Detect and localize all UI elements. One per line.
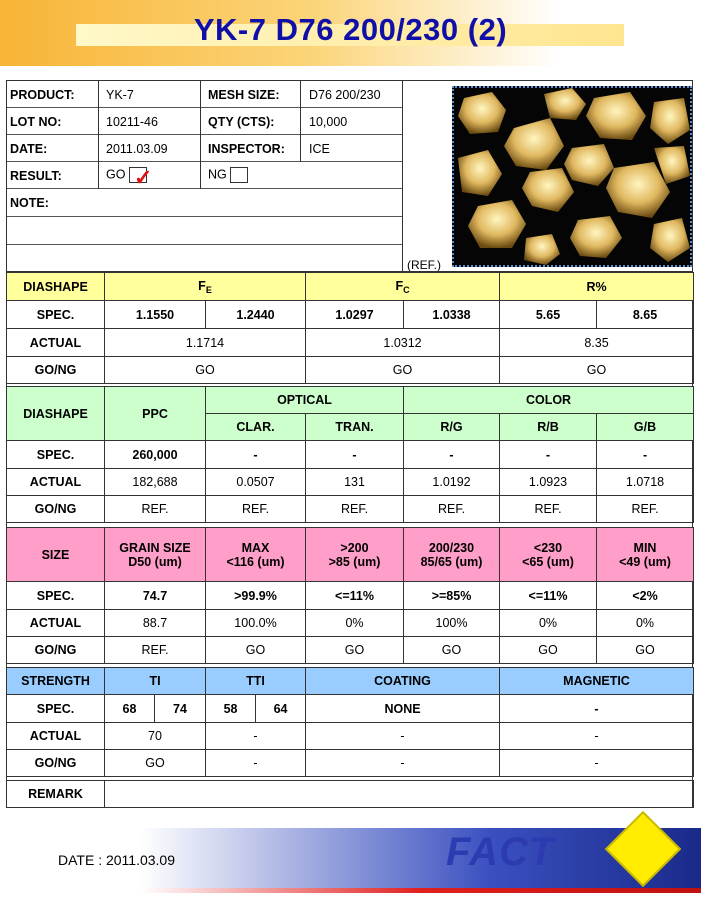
rb-header: R/B [500, 414, 597, 441]
actual-cell: 131 [306, 469, 404, 496]
size-table [6, 527, 694, 664]
grain-size-header: GRAIN SIZE D50 (um) [105, 528, 206, 582]
diashape2-gong-row [7, 496, 694, 523]
actual-cell: 0% [597, 610, 694, 637]
actual-cell: 1.0718 [597, 469, 694, 496]
spec-cell: 8.65 [597, 301, 694, 329]
actual-cell: 1.0312 [306, 329, 500, 357]
actual-label: ACTUAL [7, 723, 105, 750]
gong-cell: - [206, 750, 306, 777]
info-divider-3 [300, 81, 301, 162]
spec-cell: 64 [256, 695, 306, 723]
rg-header: R/G [404, 414, 500, 441]
qty-value: 10,000 [309, 115, 348, 129]
diashape1-spec-row [7, 301, 694, 329]
spec-cell: 1.0297 [306, 301, 404, 329]
spec-cell: 1.1550 [105, 301, 206, 329]
actual-cell: - [500, 723, 694, 750]
size-gong-row [7, 637, 694, 664]
result-label: RESULT: [10, 169, 62, 183]
actual-cell: 0% [306, 610, 404, 637]
actual-label: ACTUAL [7, 329, 105, 357]
ng-option[interactable] [208, 167, 248, 183]
strength-table [6, 667, 694, 777]
lot-label: LOT NO: [10, 115, 62, 129]
diashape1-actual-row [7, 329, 694, 357]
remark-row [7, 781, 694, 808]
mesh-size-value: D76 200/230 [309, 88, 381, 102]
spec-cell: - [306, 441, 404, 469]
gong-cell: REF. [500, 496, 597, 523]
lot-value: 10211-46 [106, 115, 158, 129]
actual-cell: 1.0923 [500, 469, 597, 496]
spec-cell: 58 [206, 695, 256, 723]
gong-label: GO/NG [7, 637, 105, 664]
diashape1-header-row [7, 273, 694, 301]
remark-value [105, 781, 694, 808]
actual-cell: - [206, 723, 306, 750]
info-divider-photo [402, 81, 403, 271]
actual-cell: 100.0% [206, 610, 306, 637]
size-header: SIZE [7, 528, 105, 582]
go-label: GO [106, 167, 126, 182]
remark-table [6, 780, 694, 808]
spec-label: SPEC. [7, 301, 105, 329]
max-header: MAX <116 (um) [206, 528, 306, 582]
date-value: 2011.03.09 [106, 142, 168, 156]
tran-header: TRAN. [306, 414, 404, 441]
gong-cell: REF. [404, 496, 500, 523]
actual-cell: 182,688 [105, 469, 206, 496]
spec-cell: <=11% [500, 582, 597, 610]
date-row [7, 135, 402, 162]
gb-header: G/B [597, 414, 694, 441]
gong-cell: REF. [105, 496, 206, 523]
checkmark-icon: ✓ [134, 165, 153, 190]
gong-cell: GO [500, 637, 597, 664]
diashape2-header-row [7, 387, 694, 414]
spec-label: SPEC. [7, 695, 105, 723]
lot-row [7, 108, 402, 135]
under-230-header: <230 <65 (um) [500, 528, 597, 582]
spec-cell: 260,000 [105, 441, 206, 469]
diashape-table-1 [6, 272, 694, 384]
footer-date: DATE : 2011.03.09 [58, 852, 175, 868]
gong-cell: REF. [206, 496, 306, 523]
mesh-size-label: MESH SIZE: [208, 88, 280, 102]
gong-cell: GO [597, 637, 694, 664]
diashape2-actual-row [7, 469, 694, 496]
ti-header: TI [105, 668, 206, 695]
diashape2-header: DIASHAPE [7, 387, 105, 441]
diamond-grain-photo [452, 86, 692, 267]
actual-cell: 88.7 [105, 610, 206, 637]
inspector-label: INSPECTOR: [208, 142, 285, 156]
spec-cell: 74.7 [105, 582, 206, 610]
fc-header: $F_C$ [306, 273, 500, 301]
gong-cell: REF. [105, 637, 206, 664]
gong-label: GO/NG [7, 496, 105, 523]
actual-cell: 70 [105, 723, 206, 750]
gong-cell: REF. [306, 496, 404, 523]
gong-cell: GO [404, 637, 500, 664]
product-value: YK-7 [106, 88, 134, 102]
footer-red-band [0, 888, 701, 893]
fe-header: $F_E$ [105, 273, 306, 301]
gong-cell: GO [105, 357, 306, 384]
range-200-230-header: 200/230 85/65 (um) [404, 528, 500, 582]
spec-cell: >99.9% [206, 582, 306, 610]
gong-cell: - [500, 750, 694, 777]
actual-cell: - [306, 723, 500, 750]
gong-cell: GO [105, 750, 206, 777]
spec-cell: 74 [155, 695, 206, 723]
strength-gong-row [7, 750, 694, 777]
color-header: COLOR [404, 387, 694, 414]
r-percent-header: R% [500, 273, 694, 301]
strength-header: STRENGTH [7, 668, 105, 695]
spec-label: SPEC. [7, 441, 105, 469]
remark-label: REMARK [7, 781, 105, 808]
gong-cell: GO [306, 357, 500, 384]
page-title: YK-7 D76 200/230 (2) [193, 12, 508, 47]
actual-label: ACTUAL [7, 469, 105, 496]
spec-label: SPEC. [7, 582, 105, 610]
strength-spec-row [7, 695, 694, 723]
inspector-value: ICE [309, 142, 330, 156]
product-row [7, 81, 402, 108]
spec-cell: 5.65 [500, 301, 597, 329]
spec-cell: - [597, 441, 694, 469]
spec-cell: <=11% [306, 582, 404, 610]
gong-cell: GO [306, 637, 404, 664]
actual-cell: 8.35 [500, 329, 694, 357]
gong-cell: GO [500, 357, 694, 384]
diamond-crystals-image [454, 88, 690, 265]
gong-label: GO/NG [7, 357, 105, 384]
actual-cell: 1.1714 [105, 329, 306, 357]
spec-cell: - [500, 441, 597, 469]
gong-cell: GO [206, 637, 306, 664]
spec-cell: >=85% [404, 582, 500, 610]
result-row [7, 162, 402, 189]
coating-header: COATING [306, 668, 500, 695]
info-divider-1 [98, 81, 99, 189]
spec-cell: - [404, 441, 500, 469]
tti-header: TTI [206, 668, 306, 695]
over-200-header: >200 >85 (um) [306, 528, 404, 582]
note-line-1 [7, 217, 402, 245]
diashape1-header: DIASHAPE [7, 273, 105, 301]
size-header-row [7, 528, 694, 582]
note-label: NOTE: [10, 196, 49, 210]
ppc-header: PPC [105, 387, 206, 441]
actual-label: ACTUAL [7, 610, 105, 637]
date-label: DATE: [10, 142, 48, 156]
spec-cell: 1.0338 [404, 301, 500, 329]
gong-cell: REF. [597, 496, 694, 523]
info-block [7, 81, 402, 271]
actual-cell: 0% [500, 610, 597, 637]
ng-label: NG [208, 167, 227, 182]
actual-cell: 1.0192 [404, 469, 500, 496]
note-row [7, 189, 402, 217]
optical-header: OPTICAL [206, 387, 404, 414]
strength-actual-row [7, 723, 694, 750]
qty-label: QTY (CTS): [208, 115, 275, 129]
size-actual-row [7, 610, 694, 637]
diashape-table-2 [6, 386, 694, 523]
spec-cell: 1.2440 [206, 301, 306, 329]
spec-cell: 68 [105, 695, 155, 723]
gong-cell: - [306, 750, 500, 777]
gong-label: GO/NG [7, 750, 105, 777]
spec-cell: <2% [597, 582, 694, 610]
info-divider-2 [200, 81, 201, 189]
fact-logo: FACT [446, 830, 555, 874]
min-header: MIN <49 (um) [597, 528, 694, 582]
clar-header: CLAR. [206, 414, 306, 441]
spec-cell: - [500, 695, 694, 723]
spec-cell: NONE [306, 695, 500, 723]
actual-cell: 100% [404, 610, 500, 637]
actual-cell: 0.0507 [206, 469, 306, 496]
spec-cell: - [206, 441, 306, 469]
magnetic-header: MAGNETIC [500, 668, 694, 695]
diashape2-spec-row [7, 441, 694, 469]
diashape1-gong-row [7, 357, 694, 384]
strength-header-row [7, 668, 694, 695]
photo-caption: (REF.) [407, 258, 441, 272]
ng-checkbox[interactable] [230, 167, 248, 183]
size-spec-row [7, 582, 694, 610]
product-label: PRODUCT: [10, 88, 75, 102]
